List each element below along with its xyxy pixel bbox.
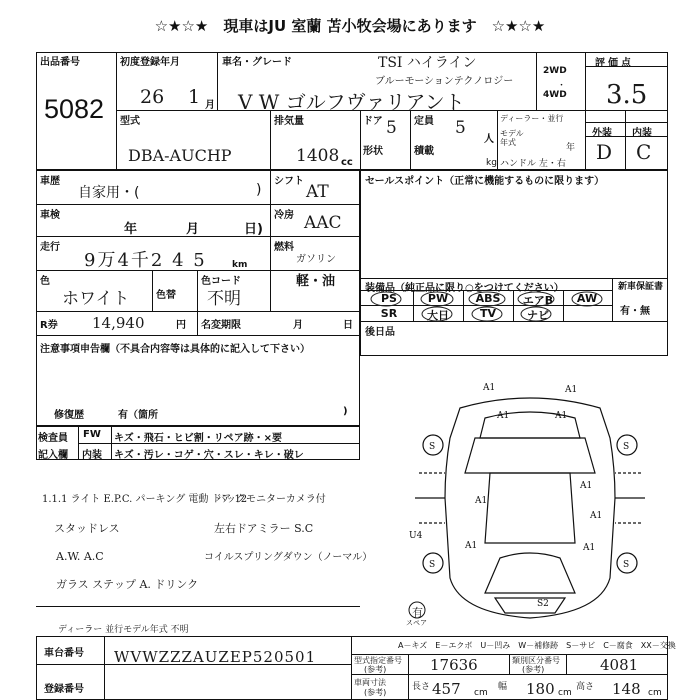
dims-len-unit: cm <box>474 688 488 698</box>
ref-value-2: 4081 <box>600 656 639 674</box>
exterior-value: D <box>596 140 613 164</box>
inspection-year: 年 <box>124 222 138 237</box>
dims-sub: (参考) <box>364 688 387 697</box>
inspection-day: 日) <box>244 222 263 237</box>
fuel-label: 燃料 <box>274 242 294 253</box>
history-value: 自家用・( <box>78 185 140 201</box>
note-line-7: ガラス ステップ A. ドリンク <box>56 578 199 591</box>
inspector-items: キズ・飛石・ヒビ割・リペア跡・×要 <box>114 433 282 444</box>
spare-label: 有 <box>412 606 423 619</box>
warranty-value: 有・無 <box>620 306 650 317</box>
writer-in: 内装 <box>82 450 102 461</box>
mark-a1-7: A1 <box>590 511 603 521</box>
model-year-unit: 年 <box>566 143 576 153</box>
mileage-label: 走行 <box>40 242 60 253</box>
spare-icon <box>404 600 430 620</box>
aircon-value: AAC <box>304 213 342 233</box>
inspection-month: 月 <box>186 222 200 237</box>
load-label: 積載 <box>414 146 434 157</box>
dealer-label: ディーラー・並行 <box>500 114 564 123</box>
mark-a1-3: A1 <box>497 411 510 421</box>
footer-note: ディーラー 並行モデル年式 不明 <box>58 625 189 635</box>
color-code-label: 色コード <box>201 276 241 287</box>
displacement-unit: cc <box>341 157 353 168</box>
equip-navi: ナビ <box>527 309 549 322</box>
equip-abs: ABS <box>475 292 501 305</box>
dims-hei-unit: cm <box>648 688 662 698</box>
equipment-circles <box>360 286 612 324</box>
deadline-month: 月 <box>293 320 303 331</box>
note-line-2: バックモニターカメラ付 <box>216 494 326 505</box>
deadline-label: 名変期限 <box>201 320 241 331</box>
reg-year: 26 <box>140 86 165 108</box>
shift-value: AT <box>306 182 329 202</box>
spare-sub: スペア <box>406 619 427 627</box>
equip-pw: PW <box>427 292 449 305</box>
equip-airbag: エアB <box>522 294 554 307</box>
dims-label: 車両寸法 <box>354 678 386 687</box>
mark-a1-6: A1 <box>580 481 593 491</box>
interior-value: C <box>636 140 652 164</box>
right-block <box>360 170 668 356</box>
repair-label: 修復歴 <box>54 410 84 421</box>
dims-height: 148 <box>612 680 641 698</box>
ref-sub-1: (参考) <box>364 665 387 674</box>
equip-tv: TV <box>479 307 497 320</box>
rating-label: 評価点 <box>595 58 634 69</box>
car-grade: TSI ハイライン <box>378 55 477 71</box>
color-code-value: 不明 <box>207 289 241 309</box>
interior-label: 内装 <box>632 128 652 139</box>
ref-label-2: 類別区分番号 <box>512 656 560 665</box>
dims-len-label: 長さ <box>412 682 431 692</box>
recycle-unit: 円 <box>176 320 186 331</box>
dims-length: 457 <box>432 680 461 698</box>
chassis-label: 車台番号 <box>44 648 84 659</box>
mileage-unit: km <box>232 260 248 270</box>
mark-a1-9: A1 <box>583 543 596 553</box>
drive-2wd: 2WD <box>543 66 567 76</box>
handle-label: ハンドル 左・右 <box>500 159 566 169</box>
capacity-unit: 人 <box>484 134 494 145</box>
dims-wid-unit: cm <box>558 688 572 698</box>
chassis-value: WVWZZZAUZEP520501 <box>114 648 317 666</box>
recycle-label: R券 <box>40 320 58 331</box>
recycle-value: 14,940 <box>92 314 145 332</box>
model-label: 型式 <box>120 116 140 127</box>
ref-value-1: 17636 <box>430 656 478 674</box>
bottom-table <box>36 636 668 700</box>
rating-value: 3.5 <box>606 80 648 110</box>
reg-month: 1 <box>188 86 201 108</box>
writer-items: キズ・汚レ・コゲ・穴・スレ・キレ・破レ <box>114 450 304 461</box>
car-diagram <box>405 378 655 633</box>
mark-s-2: S <box>623 442 630 452</box>
reg-label: 初度登録年月 <box>120 57 180 68</box>
repair-close: ) <box>343 406 348 417</box>
drive-dot: ・ <box>557 81 567 91</box>
note-line-4: 左右ドアミラー S.C <box>214 522 314 535</box>
mark-s-4: S <box>623 560 630 570</box>
color-value: ホワイト <box>62 289 130 309</box>
history-close: ) <box>256 182 262 198</box>
displacement-value: 1408 <box>296 146 340 166</box>
lot-label: 出品番号 <box>40 57 80 68</box>
header-banner: ☆★☆★ 現車はJU 室蘭 苫小牧会場にあります ☆★☆★ <box>154 17 546 35</box>
car-subgrade: ブルーモーションテクノロジー <box>375 76 514 87</box>
diagram-legend: A－キズ E－エクボ U－凹み W－補修跡 S－サビ C－腐食 XX－交換 <box>398 641 676 650</box>
capacity-label: 定員 <box>414 116 434 127</box>
dims-wid-label: 幅 <box>498 682 508 692</box>
inspector-label: 検査員 <box>38 433 68 444</box>
inspection-label: 車検 <box>40 210 60 221</box>
mark-s-1: S <box>429 442 436 452</box>
mark-a1-1: A1 <box>483 383 496 393</box>
mark-a1-4: A1 <box>555 411 568 421</box>
mark-s-3: S <box>429 560 436 570</box>
fuel-value: ガソリン <box>296 254 336 265</box>
lot-number: 5082 <box>44 94 105 124</box>
shape-label: 形状 <box>363 146 383 157</box>
note-line-5: A.W. A.C <box>56 550 104 563</box>
doors-value: 5 <box>386 118 397 138</box>
dims-hei-label: 高さ <box>576 682 595 692</box>
equip-sr: SR <box>380 307 398 320</box>
mileage-value: 9万4千2 4 5 <box>84 250 207 271</box>
deadline-day: 日 <box>343 320 353 331</box>
ref-sub-2: (参考) <box>522 665 545 674</box>
mark-a1-8: A1 <box>465 541 478 551</box>
note-line-1: 1.1.1 ライト E.P.C. パーキング 電動 ドア 12 <box>42 494 248 505</box>
aircon-label: 冷房 <box>274 210 294 221</box>
rear-seat-label: 後日品 <box>365 327 395 338</box>
note-line-6: コイルスプリングダウン（ノーマル） <box>204 552 373 563</box>
reg-month-unit: 月 <box>205 100 215 111</box>
exterior-label: 外装 <box>592 128 612 139</box>
equipment-label: 装備品（純正品に限り○をつけてください） <box>365 283 564 294</box>
displacement-label: 排気量 <box>274 116 304 127</box>
ref-label-1: 型式指定番号 <box>354 656 402 665</box>
color-change-label: 色替 <box>156 290 176 301</box>
equip-ps: PS <box>381 292 397 305</box>
mark-u4: U4 <box>409 531 423 541</box>
drive-4wd: 4WD <box>543 90 567 100</box>
inspector-fw: FW <box>83 429 101 440</box>
mark-a1-5: A1 <box>475 496 488 506</box>
fuel-alt: 軽・油 <box>296 274 336 289</box>
repair-value: 有（箇所 <box>118 410 158 421</box>
doors-label: ドア <box>363 116 383 127</box>
color-label: 色 <box>40 276 50 287</box>
writer-label: 記入欄 <box>38 450 68 461</box>
mark-s2: S2 <box>537 599 549 609</box>
shift-label: シフト <box>274 176 304 187</box>
capacity-value: 5 <box>455 118 466 138</box>
history-label: 車歴 <box>40 176 60 187</box>
sales-point-label: セールスポイント（正常に機能するものに限ります） <box>365 176 605 187</box>
model-value: DBA-AUCHP <box>128 146 232 165</box>
notes-label: 注意事項申告欄（不具合内容等は具体的に記入して下さい） <box>40 344 310 355</box>
dims-width: 180 <box>526 680 555 698</box>
reg-num-label: 登録番号 <box>44 684 84 695</box>
car-name: V W ゴルフヴァリアント <box>238 90 465 114</box>
mark-a1-2: A1 <box>565 385 578 395</box>
model-year-label: モデル年式 <box>500 129 524 147</box>
note-line-3: スタッドレス <box>54 522 120 535</box>
car-label: 車名・グレード <box>222 57 292 68</box>
warranty-label: 新車保証書 <box>618 282 664 292</box>
equip-aw: AW <box>576 292 598 305</box>
load-unit: kg <box>486 158 497 168</box>
equip-sunroof: 大日 <box>427 309 449 322</box>
